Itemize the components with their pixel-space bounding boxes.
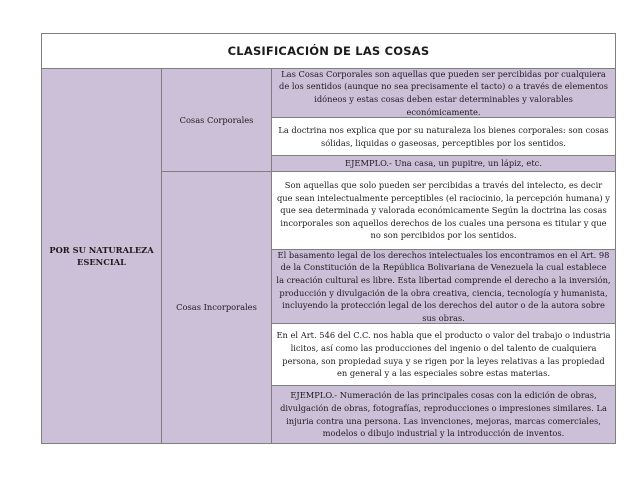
incorporales-definition: Son aquellas que solo pueden ser percibidas a través del intelecto, es decir que sean intelectualmente perceptibles (el raciocinio, la percepción humana) y que sea determinada y valorada económicamente Según la doctrina las cosas incorporales son aquellos derechos de los cuales una persona es titular y que no son percibidos por los sentidos.	[272, 172, 615, 250]
incorporales-example: EJEMPLO.- Numeración de las principales cosas con la edición de obras, divulgación de obras, fotografías, reproducciones o impresiones similares. La injuria contra una persona. Las invenciones, mejoras, marcas comerciales, modelos o dibujo industrial y la introducción de inventos.	[272, 386, 615, 443]
incorporales-legal-basis: El basamento legal de los derechos intelectuales los encontramos en el Art. 98 de la Constitución de la República Bolivariana de Venezuela la cual establece la creación cultural es libre. Esta libertad comprende el derecho a la inversión, producción y divulgación de la obra creativa, ciencia, tecnología y humanista, incluyendo la protección legal de los derechos del autor o de la autora sobre sus obras.	[272, 250, 615, 324]
corporales-definition: Las Cosas Corporales son aquellas que pueden ser percibidas por cualquiera de los sentidos (aunque no sea precisamente el tacto) o a través de elementos idóneos y estas cosas deben estar determinables y valorables económicamente.	[272, 69, 615, 118]
corporales-example: EJEMPLO.- Una casa, un pupitre, un lápiz, etc.	[272, 156, 615, 172]
table-title: CLASIFICACIÓN DE LAS COSAS	[42, 34, 615, 69]
classification-table	[41, 33, 616, 444]
incorporales-civil-code: En el Art. 546 del C.C. nos habla que el producto o valor del trabajo o industria licitos, así como las producciones del ingenio o del talento de cualquiera persona, son propiedad suya y se rigen por la leyes relativas a las propiedad en general y a las especiales sobre estas materias.	[272, 324, 615, 386]
incorporales-label: Cosas Incorporales	[162, 172, 272, 443]
corporales-doctrine: La doctrina nos explica que por su naturaleza los bienes corporales: son cosas sólidas, liquidas o gaseosas, perceptibles por los sentidos.	[272, 118, 615, 156]
category-cell: POR SU NATURALEZA ESENCIAL	[42, 69, 162, 443]
corporales-label: Cosas Corporales	[162, 69, 272, 172]
